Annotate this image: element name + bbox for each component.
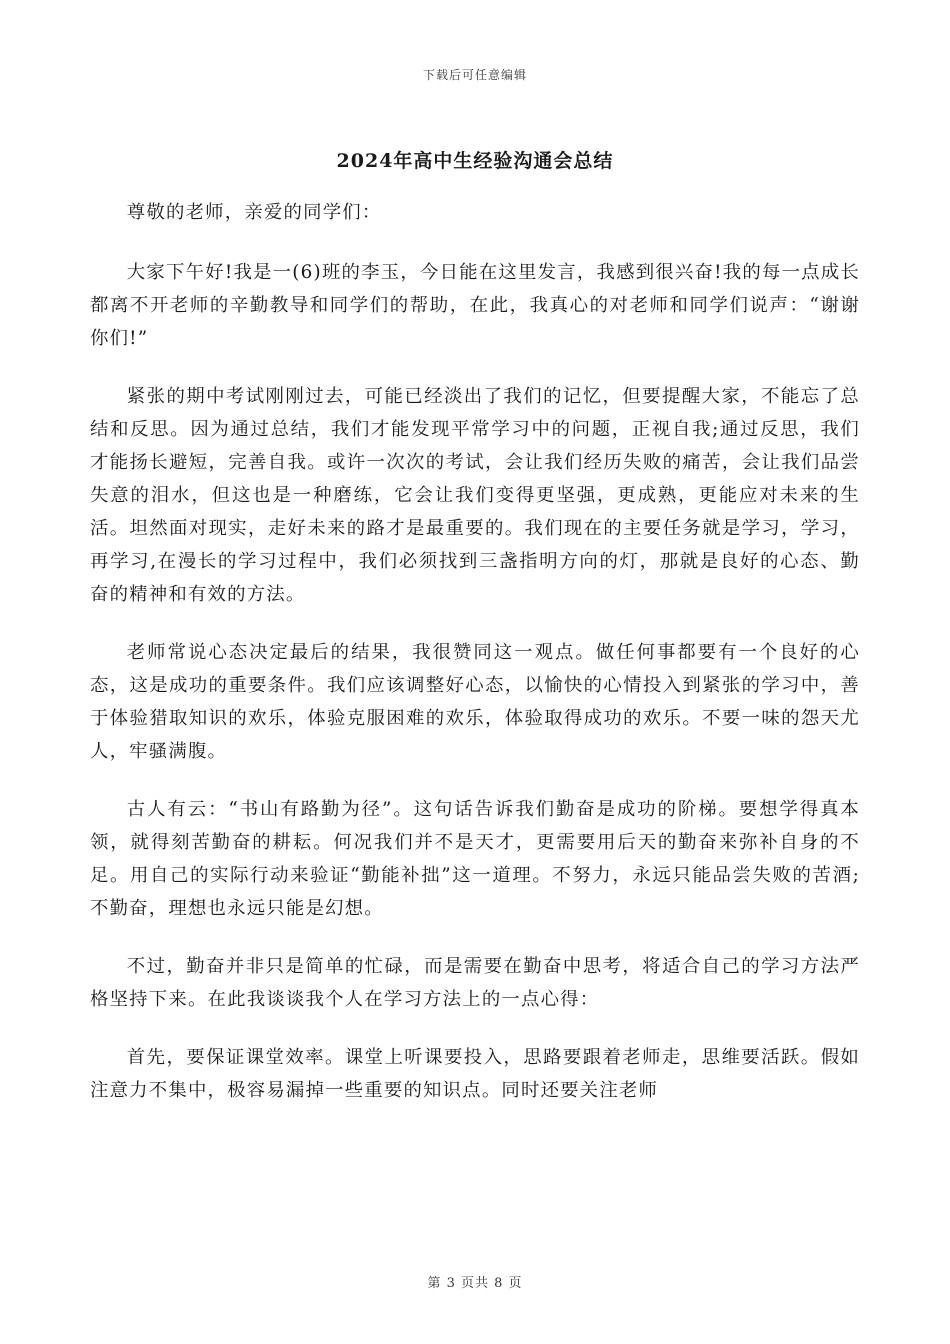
body-paragraph: 大家下午好!我是一(6)班的李玉，今日能在这里发言，我感到很兴奋!我的每一点成长都离不开老师的辛勤教导和同学们的帮助，在此，我真心的对老师和同学们说声：“谢谢你们!” — [90, 262, 860, 349]
salutation-paragraph: 尊敬的老师，亲爱的同学们： — [126, 202, 382, 223]
body-paragraph: 紧张的期中考试刚刚过去，可能已经淡出了我们的记忆，但要提醒大家，不能忘了总结和反思。因为通过总结，我们才能发现平常学习中的问题，正视自我;通过反思，我们才能扬长避短，完善自我。或许一次次的考试，会让我们经历失败的痛苦，会让我们品尝失意的泪水，但这也是一种磨练，它会让我们变得更坚强，更成熟，更能应对未来的生活。坦然面对现实，走好未来的路才是最重要的。我们现在的主要任务就是学习，学习，再学习,在漫长的学习过程中，我们必须找到三盏指明方向的灯，那就是良好的心态、勤奋的精神和有效的方法。 — [90, 386, 860, 605]
document-title: 2024年高中生经验沟通会总结 — [336, 150, 614, 172]
document-body — [90, 196, 860, 1132]
body-paragraph: 不过，勤奋并非只是简单的忙碌，而是需要在勤奋中思考，将适合自己的学习方法严格坚持下来。在此我谈谈我个人在学习方法上的一点心得： — [90, 956, 860, 1010]
page-header-note: 下载后可任意编辑 — [422, 68, 527, 82]
body-paragraph: 老师常说心态决定最后的结果，我很赞同这一观点。做任何事都要有一个良好的心态，这是成功的重要条件。我们应该调整好心态，以愉快的心情投入到紧张的学习中，善于体验猎取知识的欢乐，体验克服困难的欢乐，体验取得成功的欢乐。不要一味的怨天尤人，牢骚满腹。 — [90, 642, 860, 762]
page-number: 第 3 页共 8 页 — [427, 1276, 523, 1291]
body-paragraph: 首先，要保证课堂效率。课堂上听课要投入，思路要跟着老师走，思维要活跃。假如注意力不集中，极容易漏掉一些重要的知识点。同时还要关注老师 — [90, 1047, 860, 1101]
body-paragraph: 古人有云：“书山有路勤为径”。这句话告诉我们勤奋是成功的阶梯。要想学得真本领，就得刻苦勤奋的耕耘。何况我们并不是天才，更需要用后天的勤奋来弥补自身的不足。用自己的实际行动来验证“勤能补拙”这一道理。不努力，永远只能品尝失败的苦酒;不勤奋，理想也永远只能是幻想。 — [90, 799, 860, 919]
